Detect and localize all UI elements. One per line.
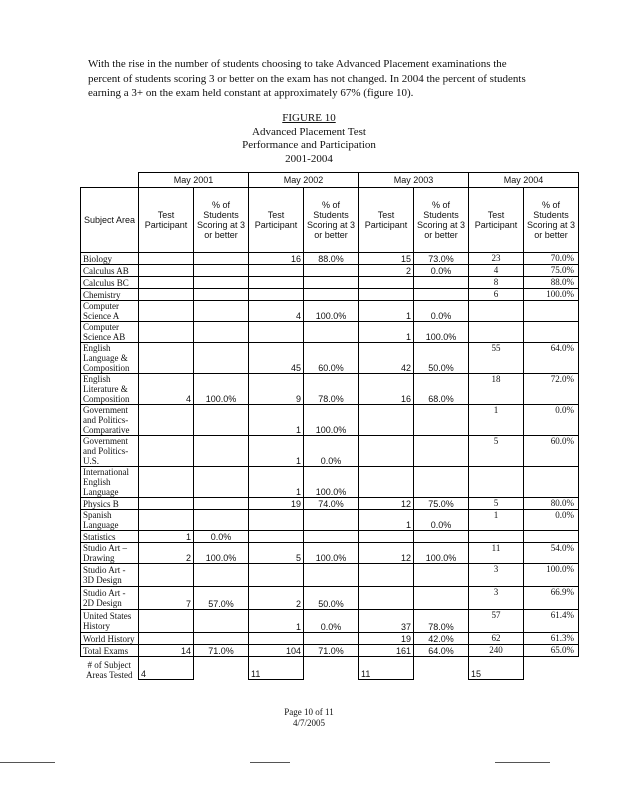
subject-count-label: # of Subject Areas Tested (86, 659, 133, 680)
participant-cell (359, 587, 414, 610)
subject-cell: Physics B (81, 498, 139, 510)
participant-cell (139, 343, 194, 374)
participant-cell (139, 322, 194, 343)
percent-cell (304, 289, 359, 301)
table-row (81, 510, 579, 531)
percent-cell: 64.0% (524, 343, 579, 374)
participant-cell: 4 (139, 374, 194, 405)
participant-cell (249, 265, 304, 277)
subject-cell: International English Language (81, 467, 139, 498)
intro-paragraph: With the rise in the number of students choosing to take Advanced Placement examinations the percent of students scoring 3 or better on the exam has not changed. In 2004 the percent of students earning a 3+ on the exam held constant at approximately 67% (figure 10). (88, 58, 526, 99)
percent-cell (304, 633, 359, 645)
percent-cell: 50.0% (414, 343, 469, 374)
percent-cell (524, 322, 579, 343)
percent-cell (304, 564, 359, 587)
participant-cell: 12 (359, 498, 414, 510)
percent-cell (194, 467, 249, 498)
participant-cell: 7 (139, 587, 194, 610)
percent-cell: 100.0% (194, 543, 249, 564)
participant-cell (359, 564, 414, 587)
percent-header: % of Students Scoring at 3 or better (524, 188, 579, 253)
participant-cell: 19 (249, 498, 304, 510)
year-header: May 2002 (249, 173, 359, 188)
participant-cell: 3 (469, 564, 524, 587)
percent-cell: 78.0% (414, 610, 469, 633)
participant-cell: 1 (249, 436, 304, 467)
percent-cell (194, 510, 249, 531)
participant-header: Test Participant (359, 188, 414, 253)
percent-cell (194, 610, 249, 633)
percent-cell: 75.0% (414, 498, 469, 510)
participant-cell (249, 510, 304, 531)
figure-number: FIGURE 10 (282, 112, 336, 124)
scan-edge-mark (250, 762, 290, 763)
percent-cell: 0.0% (524, 405, 579, 436)
participant-cell: 1 (469, 510, 524, 531)
percent-cell: 88.0% (524, 277, 579, 289)
subject-cell: English Language & Composition (81, 343, 139, 374)
percent-cell: 100.0% (304, 467, 359, 498)
subject-cell: Total Exams (81, 645, 139, 657)
participant-cell: 45 (249, 343, 304, 374)
table-row (81, 253, 579, 265)
percent-cell: 100.0% (304, 301, 359, 322)
participant-cell (249, 289, 304, 301)
participant-cell: 11 (469, 543, 524, 564)
percent-cell: 61.4% (524, 610, 579, 633)
subject-cell: Biology (81, 253, 139, 265)
participant-cell: 4 (249, 301, 304, 322)
table-row (81, 277, 579, 289)
table-row (81, 467, 579, 498)
figure-caption (0, 112, 618, 166)
figure-years: 2001-2004 (285, 152, 333, 165)
participant-cell (139, 289, 194, 301)
percent-cell: 80.0% (524, 498, 579, 510)
percent-cell: 74.0% (304, 498, 359, 510)
percent-cell: 100.0% (414, 322, 469, 343)
blank-cell (414, 657, 469, 680)
participant-cell: 5 (469, 498, 524, 510)
percent-cell: 0.0% (194, 531, 249, 543)
participant-cell: 16 (249, 253, 304, 265)
percent-cell (194, 265, 249, 277)
percent-cell: 100.0% (414, 543, 469, 564)
percent-cell: 73.0% (414, 253, 469, 265)
participant-cell: 23 (469, 253, 524, 265)
percent-cell (304, 531, 359, 543)
percent-cell: 71.0% (304, 645, 359, 657)
percent-cell (194, 436, 249, 467)
participant-cell: 2 (359, 265, 414, 277)
subject-cell: Calculus AB (81, 265, 139, 277)
subject-cell: World History (81, 633, 139, 645)
percent-cell: 88.0% (304, 253, 359, 265)
participant-cell: 1 (359, 322, 414, 343)
figure-title: Advanced Placement Test (252, 125, 366, 138)
participant-cell: 2 (249, 587, 304, 610)
participant-cell (249, 633, 304, 645)
scan-edge-mark (0, 762, 55, 763)
participant-cell (469, 301, 524, 322)
blank-cell (524, 657, 579, 680)
percent-cell (194, 253, 249, 265)
percent-cell (414, 289, 469, 301)
participant-cell (359, 277, 414, 289)
percent-cell: 0.0% (304, 436, 359, 467)
percent-header: % of Students Scoring at 3 or better (194, 188, 249, 253)
subject-count-cell: 11 (359, 657, 414, 680)
participant-cell: 14 (139, 645, 194, 657)
subject-count-cell: 11 (249, 657, 304, 680)
percent-cell (194, 564, 249, 587)
table-row (81, 564, 579, 587)
participant-cell (359, 289, 414, 301)
percent-cell: 65.0% (524, 645, 579, 657)
participant-cell (139, 498, 194, 510)
subject-cell: Government and Politics-Comparative (81, 405, 139, 436)
participant-cell (249, 322, 304, 343)
participant-cell (139, 467, 194, 498)
percent-cell: 71.0% (194, 645, 249, 657)
participant-cell (139, 277, 194, 289)
percent-cell: 0.0% (304, 610, 359, 633)
participant-cell (139, 253, 194, 265)
percent-cell: 70.0% (524, 253, 579, 265)
table-row (81, 301, 579, 322)
subject-cell: Spanish Language (81, 510, 139, 531)
percent-cell (304, 277, 359, 289)
table-row (81, 543, 579, 564)
percent-cell: 0.0% (414, 510, 469, 531)
subject-cell: Studio Art – Drawing (81, 543, 139, 564)
participant-cell: 1 (469, 405, 524, 436)
participant-cell: 57 (469, 610, 524, 633)
percent-cell: 0.0% (414, 265, 469, 277)
header-blank (81, 173, 139, 188)
participant-cell (469, 322, 524, 343)
participant-cell: 1 (249, 467, 304, 498)
percent-cell (194, 322, 249, 343)
blank-cell (194, 657, 249, 680)
participant-cell: 62 (469, 633, 524, 645)
subject-cell: Government and Politics-U.S. (81, 436, 139, 467)
percent-cell (414, 531, 469, 543)
page-number: Page 10 of 11 (284, 707, 334, 717)
percent-cell: 0.0% (524, 510, 579, 531)
participant-cell: 1 (249, 610, 304, 633)
subject-cell: Studio Art - 2D Design (81, 587, 139, 610)
participant-cell: 4 (469, 265, 524, 277)
participant-cell: 12 (359, 543, 414, 564)
percent-cell: 60.0% (304, 343, 359, 374)
participant-cell: 42 (359, 343, 414, 374)
percent-cell: 54.0% (524, 543, 579, 564)
subject-cell: Computer Science AB (81, 322, 139, 343)
table-row (81, 610, 579, 633)
percent-cell (194, 498, 249, 510)
participant-cell (139, 564, 194, 587)
participant-cell (249, 564, 304, 587)
percent-header: % of Students Scoring at 3 or better (304, 188, 359, 253)
percent-header: % of Students Scoring at 3 or better (414, 188, 469, 253)
percent-cell: 100.0% (304, 405, 359, 436)
table-row (81, 645, 579, 657)
participant-cell (139, 510, 194, 531)
percent-cell: 42.0% (414, 633, 469, 645)
table-row (81, 374, 579, 405)
subject-cell: Computer Science A (81, 301, 139, 322)
participant-cell (139, 436, 194, 467)
percent-cell: 72.0% (524, 374, 579, 405)
participant-cell: 8 (469, 277, 524, 289)
participant-cell: 55 (469, 343, 524, 374)
percent-cell: 68.0% (414, 374, 469, 405)
participant-cell: 16 (359, 374, 414, 405)
table-row (81, 436, 579, 467)
percent-cell (194, 633, 249, 645)
participant-cell: 15 (359, 253, 414, 265)
participant-cell: 5 (249, 543, 304, 564)
ap-performance-table (80, 172, 579, 680)
figure-subtitle: Performance and Participation (242, 139, 376, 151)
subject-cell: United States History (81, 610, 139, 633)
percent-cell: 100.0% (194, 374, 249, 405)
percent-cell (414, 587, 469, 610)
percent-cell: 100.0% (524, 564, 579, 587)
subject-cell: Studio Art - 3D Design (81, 564, 139, 587)
percent-cell (414, 405, 469, 436)
table-row (81, 289, 579, 301)
percent-cell: 100.0% (524, 289, 579, 301)
blank-cell (304, 657, 359, 680)
participant-cell: 1 (359, 301, 414, 322)
subject-count-row (81, 657, 579, 680)
subject-cell: English Literature & Composition (81, 374, 139, 405)
percent-cell: 100.0% (304, 543, 359, 564)
percent-cell: 78.0% (304, 374, 359, 405)
percent-cell: 60.0% (524, 436, 579, 467)
participant-cell: 104 (249, 645, 304, 657)
participant-cell (359, 436, 414, 467)
table-row (81, 322, 579, 343)
table-row (81, 531, 579, 543)
subject-count-cell: 4 (139, 657, 194, 680)
percent-cell: 75.0% (524, 265, 579, 277)
subject-count-cell: 15 (469, 657, 524, 680)
table-row (81, 265, 579, 277)
subject-area-header: Subject Area (81, 188, 139, 253)
participant-cell (139, 610, 194, 633)
year-header: May 2003 (359, 173, 469, 188)
participant-cell: 1 (139, 531, 194, 543)
percent-cell: 61.3% (524, 633, 579, 645)
participant-cell: 2 (139, 543, 194, 564)
percent-cell (304, 510, 359, 531)
participant-header: Test Participant (249, 188, 304, 253)
participant-cell (359, 405, 414, 436)
footer-date: 4/7/2005 (292, 718, 325, 728)
participant-header: Test Participant (139, 188, 194, 253)
percent-cell (194, 301, 249, 322)
percent-cell: 66.9% (524, 587, 579, 610)
percent-cell (194, 289, 249, 301)
percent-cell (194, 277, 249, 289)
year-header: May 2001 (139, 173, 249, 188)
participant-cell (139, 301, 194, 322)
percent-cell (414, 467, 469, 498)
participant-cell (359, 467, 414, 498)
participant-cell: 1 (249, 405, 304, 436)
percent-cell (524, 301, 579, 322)
table-row (81, 633, 579, 645)
participant-cell: 240 (469, 645, 524, 657)
percent-cell (414, 564, 469, 587)
subject-cell: Statistics (81, 531, 139, 543)
participant-cell (139, 265, 194, 277)
percent-cell (304, 265, 359, 277)
percent-cell (194, 405, 249, 436)
percent-cell: 0.0% (414, 301, 469, 322)
participant-cell: 19 (359, 633, 414, 645)
participant-cell (249, 531, 304, 543)
percent-cell (524, 467, 579, 498)
participant-cell (249, 277, 304, 289)
table-row (81, 498, 579, 510)
participant-cell: 37 (359, 610, 414, 633)
percent-cell (194, 343, 249, 374)
page-footer (0, 707, 618, 729)
participant-cell: 5 (469, 436, 524, 467)
participant-cell (469, 531, 524, 543)
year-header: May 2004 (469, 173, 579, 188)
subject-cell: Chemistry (81, 289, 139, 301)
participant-cell: 9 (249, 374, 304, 405)
participant-cell (139, 405, 194, 436)
participant-header: Test Participant (469, 188, 524, 253)
scan-edge-mark (495, 762, 550, 763)
participant-cell (359, 531, 414, 543)
participant-cell (139, 633, 194, 645)
percent-cell (414, 436, 469, 467)
subject-cell: Calculus BC (81, 277, 139, 289)
participant-cell: 6 (469, 289, 524, 301)
participant-cell: 161 (359, 645, 414, 657)
participant-cell: 18 (469, 374, 524, 405)
percent-cell: 64.0% (414, 645, 469, 657)
percent-cell: 57.0% (194, 587, 249, 610)
participant-cell (469, 467, 524, 498)
participant-cell: 3 (469, 587, 524, 610)
percent-cell (414, 277, 469, 289)
table-row (81, 405, 579, 436)
table-row (81, 343, 579, 374)
percent-cell: 50.0% (304, 587, 359, 610)
percent-cell (304, 322, 359, 343)
table-row (81, 587, 579, 610)
percent-cell (524, 531, 579, 543)
participant-cell: 1 (359, 510, 414, 531)
